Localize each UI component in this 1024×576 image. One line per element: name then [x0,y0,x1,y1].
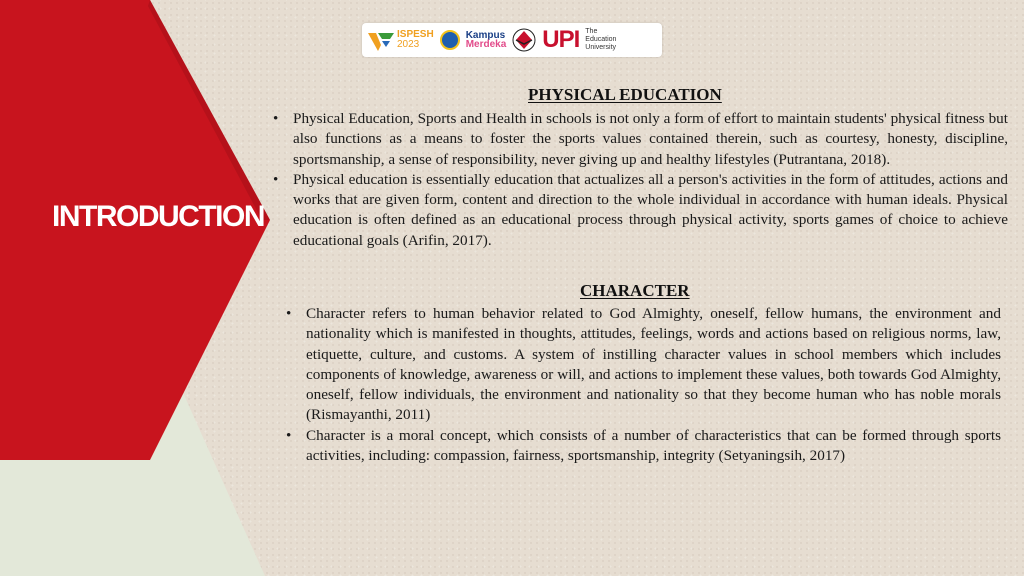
upi-sub-line3: University [585,44,617,51]
physical-education-list [271,109,1008,251]
physical-education-heading: PHYSICAL EDUCATION [528,85,722,104]
section-title: INTRODUCTION [52,200,264,233]
kampus-line1: Kampus [465,30,506,41]
upi-emblem-icon [512,28,536,52]
ispesh-mark-icon [368,29,394,51]
upi-sub-line1: The [585,28,598,35]
logo-strip [362,23,662,57]
upi-subtitle [585,28,616,52]
list-item: • Character is a moral concept, which consists of a number of characteristics that can be formed through sports activities, including: compassion, fairness, sportsmanship, integrity (Setyaningsih, 2017) [284,426,1001,467]
upi-wordmark: UPI [542,26,580,53]
upi-sub-line2: Education [585,36,617,43]
ispesh-logo [368,29,434,51]
ispesh-name: ISPESH [397,29,434,40]
tut-wuri-emblem-icon [440,30,460,50]
character-heading: CHARACTER [580,281,690,300]
list-item: • Physical Education, Sports and Health in schools is not only a form of effort to maintain students' physical fitness but also functions as a means to foster the sports values contained therein, such as courtesy, honesty, discipline, sportsmanship, a sense of responsibility, never giving up and healthy lifestyles (Putrantana, 2018). [271,109,1008,170]
list-item: • Character refers to human behavior related to God Almighty, oneself, fellow humans, the environment and nationality which is manifested in thoughts, attitudes, feelings, words and actions based on religious norms, law, etiquette, culture, and customs. A system of instilling character values in school members which includes components of knowledge, awareness or will, and actions to implement these values, both towards God Almighty, oneself, fellow individuals, the environment and nationality so that they become human who has noble morals (Rismayanthi, 2011) [284,304,1001,426]
ispesh-year: 2023 [397,39,420,50]
kampus-merdeka-logo [466,31,507,49]
character-list [284,304,1001,466]
kampus-line2: Merdeka [465,39,507,50]
list-item: • Physical education is essentially education that actualizes all a person's activities in the form of attitudes, actions and works that are given form, content and direction to the whole individual in accordance with human ideals. Physical education is often defined as an educational process through physical activity, sports games of choice to achieve educational goals (Arifin, 2017). [271,170,1008,251]
